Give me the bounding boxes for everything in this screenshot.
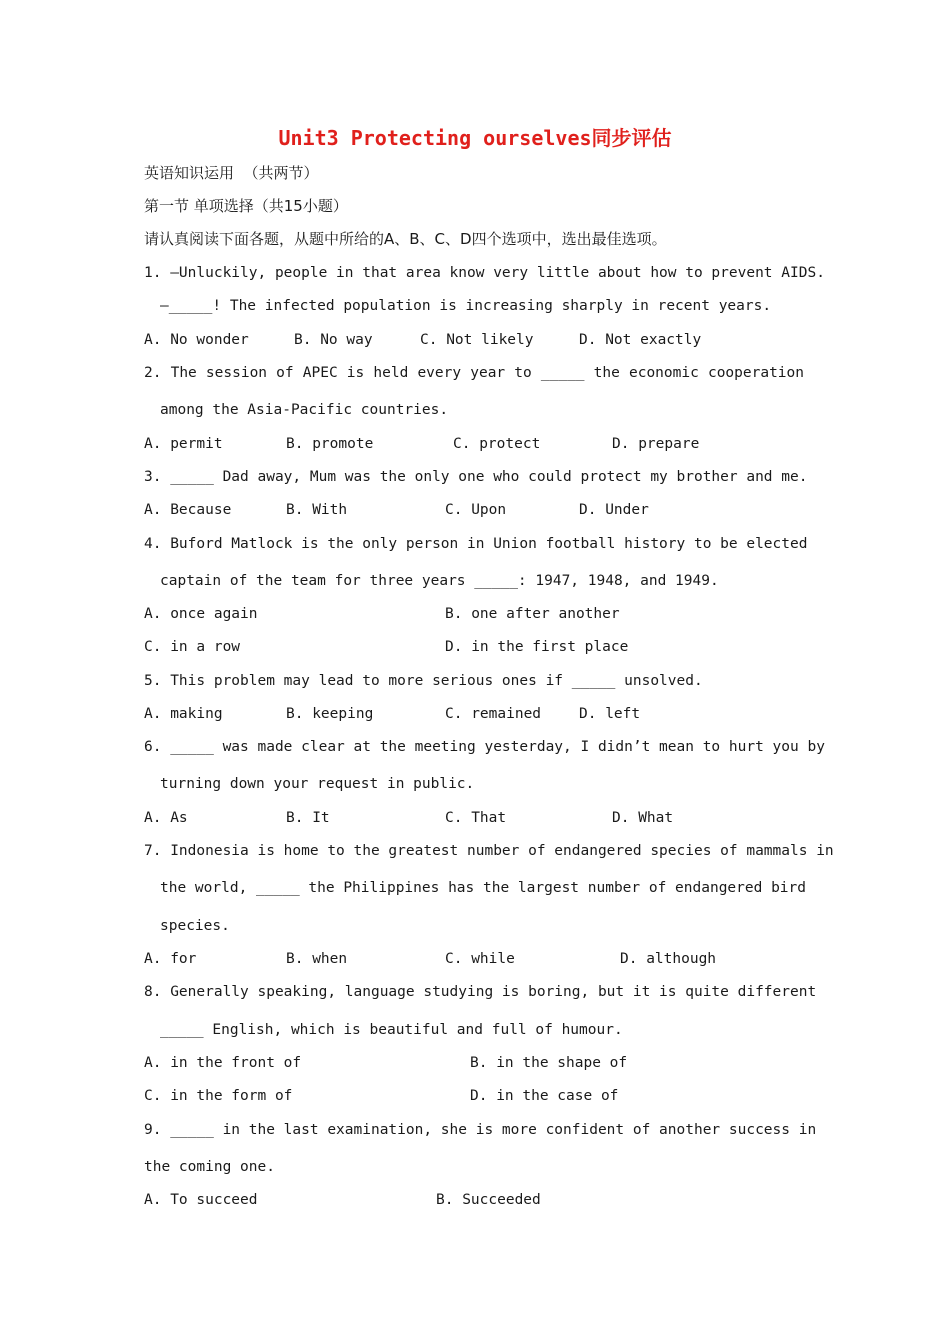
page-title: Unit3 Protecting ourselves同步评估 (278, 126, 672, 150)
q5-option-b: B. keeping (286, 706, 374, 722)
section-heading: 英语知识运用 （共两节） (144, 164, 319, 182)
q9-option-b: B. Succeeded (436, 1192, 541, 1208)
question-8-line-1: 8. Generally speaking, language studying is boring, but it is quite different (144, 984, 817, 1000)
question-3-line-1: 3. _____ Dad away, Mum was the only one who could protect my brother and me. (144, 469, 808, 485)
q6-option-b: B. It (286, 810, 330, 826)
q1-option-b: B. No way (294, 332, 373, 348)
q2-option-a: A. permit (144, 436, 223, 452)
q7-option-b: B. when (286, 951, 348, 967)
question-5-line-1: 5. This problem may lead to more serious ones if _____ unsolved. (144, 673, 703, 689)
question-6-line-2: turning down your request in public. (160, 776, 475, 792)
q6-option-a: A. As (144, 810, 188, 826)
question-2-line-2: among the Asia-Pacific countries. (160, 402, 449, 418)
q4-option-a: A. once again (144, 606, 258, 622)
question-1-line-2: —_____! The infected population is increasing sharply in recent years. (160, 298, 772, 314)
q7-option-d: D. although (620, 951, 717, 967)
question-9-line-1: 9. _____ in the last examination, she is more confident of another success in (144, 1122, 817, 1138)
question-9-line-2: the coming one. (144, 1159, 275, 1175)
q2-option-c: C. protect (453, 436, 541, 452)
q4-option-b: B. one after another (445, 606, 620, 622)
question-1-line-1: 1. —Unluckily, people in that area know very little about how to prevent AIDS. (144, 265, 825, 281)
question-4-line-1: 4. Buford Matlock is the only person in Union football history to be elected (144, 536, 808, 552)
q5-option-c: C. remained (445, 706, 542, 722)
q3-option-d: D. Under (579, 502, 649, 518)
question-7-line-3: species. (160, 918, 230, 934)
q2-option-b: B. promote (286, 436, 374, 452)
q9-option-a: A. To succeed (144, 1192, 258, 1208)
q4-option-c: C. in a row (144, 639, 241, 655)
q3-option-b: B. With (286, 502, 348, 518)
question-2-line-1: 2. The session of APEC is held every year to _____ the economic cooperation (144, 365, 804, 381)
question-6-line-1: 6. _____ was made clear at the meeting yesterday, I didn’t mean to hurt you by (144, 739, 825, 755)
q8-option-a: A. in the front of (144, 1055, 302, 1071)
q7-option-a: A. for (144, 951, 197, 967)
q1-option-a: A. No wonder (144, 332, 249, 348)
q6-option-d: D. What (612, 810, 674, 826)
question-4-line-2: captain of the team for three years _____: 1947, 1948, and 1949. (160, 573, 719, 589)
question-7-line-2: the world, _____ the Philippines has the largest number of endangered bird (160, 880, 807, 896)
q1-option-c: C. Not likely (420, 332, 534, 348)
q8-option-b: B. in the shape of (470, 1055, 628, 1071)
q2-option-d: D. prepare (612, 436, 700, 452)
question-8-line-2: _____ English, which is beautiful and full of humour. (160, 1022, 623, 1038)
instruction-text: 请认真阅读下面各题，从题中所给的A、B、C、D四个选项中，选出最佳选项。 (144, 230, 667, 248)
question-7-line-1: 7. Indonesia is home to the greatest number of endangered species of mammals in (144, 843, 834, 859)
q4-option-d: D. in the first place (445, 639, 629, 655)
q6-option-c: C. That (445, 810, 507, 826)
q7-option-c: C. while (445, 951, 515, 967)
q8-option-d: D. in the case of (470, 1088, 619, 1104)
part-heading: 第一节 单项选择（共15小题） (144, 197, 348, 215)
q5-option-a: A. making (144, 706, 223, 722)
q3-option-a: A. Because (144, 502, 232, 518)
q1-option-d: D. Not exactly (579, 332, 702, 348)
q8-option-c: C. in the form of (144, 1088, 293, 1104)
q5-option-d: D. left (579, 706, 641, 722)
q3-option-c: C. Upon (445, 502, 507, 518)
